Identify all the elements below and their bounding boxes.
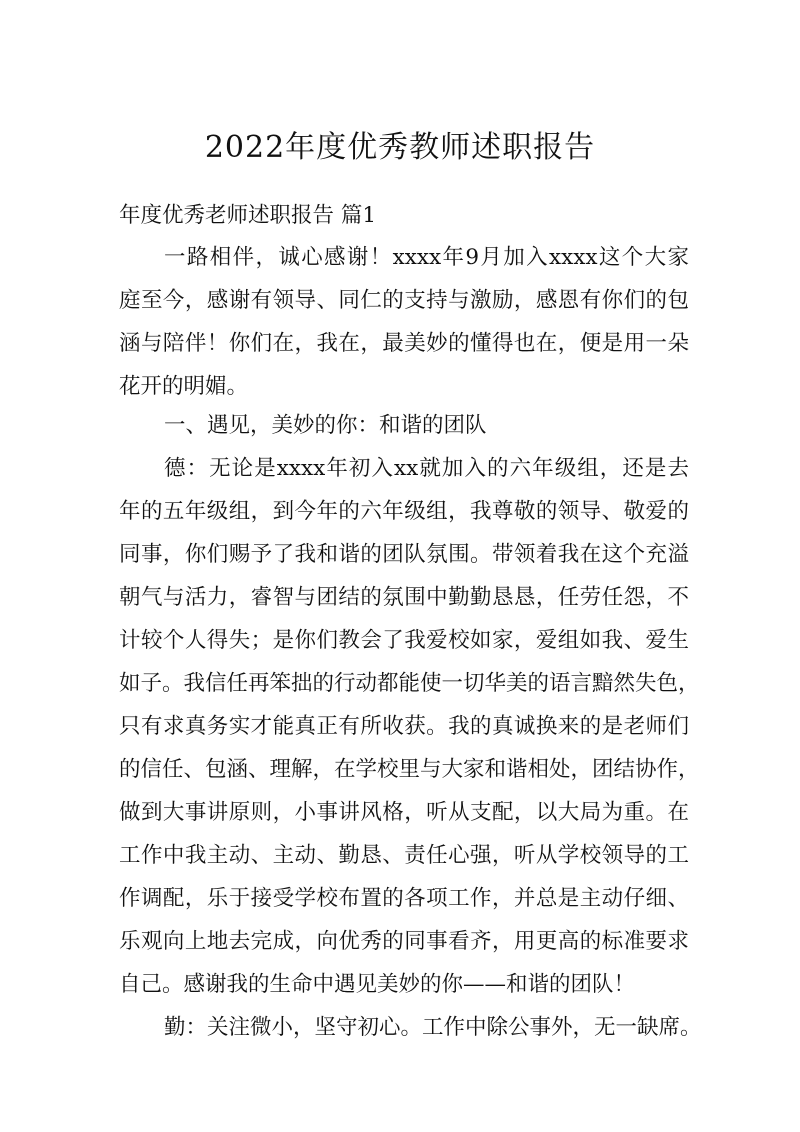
- paragraph-line: 乐观向上地去完成，向优秀的同事看齐，用更高的标准要求: [119, 929, 689, 954]
- paragraph-line: 工作中我主动、主动、勤恳、责任心强，听从学校领导的工: [119, 843, 689, 868]
- paragraph-line: 计较个人得失；是你们教会了我爱校如家，爱组如我、爱生: [119, 628, 689, 653]
- paragraph-line: 只有求真务实才能真正有所收获。我的真诚换来的是老师们: [119, 714, 689, 739]
- paragraph-line: 做到大事讲原则，小事讲风格，听从支配，以大局为重。在: [119, 800, 689, 825]
- paragraph-line: 德：无论是xxxx年初入xx就加入的六年级组，还是去: [164, 456, 689, 481]
- paragraph-line: 的信任、包涵、理解，在学校里与大家和谐相处，团结协作，: [119, 757, 700, 782]
- paragraph-line: 一路相伴，诚心感谢！xxxx年9月加入xxxx这个大家: [164, 245, 689, 270]
- paragraph-line: 同事，你们赐予了我和谐的团队氛围。带领着我在这个充溢: [119, 542, 689, 567]
- section-heading: 年度优秀老师述职报告 篇1: [119, 203, 377, 228]
- paragraph-line: 朝气与活力，睿智与团结的氛围中勤勤恳恳，任劳任怨，不: [119, 585, 689, 610]
- paragraph-line: 自己。感谢我的生命中遇见美妙的你——和谐的团队！: [119, 972, 636, 997]
- paragraph-line: 庭至今，感谢有领导、同仁的支持与激励，感恩有你们的包: [119, 288, 689, 313]
- paragraph-line: 年的五年级组，到今年的六年级组，我尊敬的领导、敬爱的: [119, 499, 689, 524]
- paragraph-line: 花开的明媚。: [119, 374, 249, 399]
- paragraph-line: 涵与陪伴！你们在，我在，最美妙的懂得也在，便是用一朵: [119, 331, 689, 356]
- paragraph-line: 勤：关注微小，坚守初心。工作中除公事外，无一缺席。: [164, 1015, 702, 1040]
- paragraph-line: 如子。我信任再笨拙的行动都能使一切华美的语言黯然失色，: [119, 671, 700, 696]
- subheading: 一、遇见，美妙的你：和谐的团队: [164, 413, 487, 438]
- paragraph-line: 作调配，乐于接受学校布置的各项工作，并总是主动仔细、: [119, 886, 689, 911]
- document-title: 2022年度优秀教师述职报告: [204, 130, 596, 165]
